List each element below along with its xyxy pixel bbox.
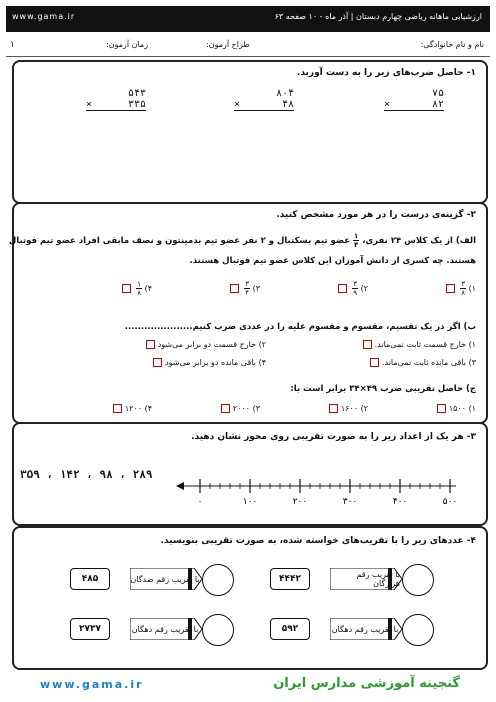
q1-p3-line [86,110,146,111]
exam-title: ارزشیابی ماهانه ریاضی چهارم دبستان | آذر ماه - ۱۰ صفحه ۶۳ [274,12,482,21]
tick-label: ۴۰۰ [392,497,408,507]
q1-p1-top: ۷۵ [431,88,444,99]
tick-label: ۲۰۰ [292,497,308,507]
q1-p2-top: ۸۰۴ [275,88,294,99]
answer-circle[interactable] [402,614,434,646]
student-name-label: نام و نام خانوادگی: [420,40,484,49]
checkbox[interactable] [370,358,379,367]
page-number: ۱ [10,40,15,50]
question-1-box [12,60,488,204]
exam-header [6,34,490,57]
q1-problem-1 [384,88,444,111]
footer-logo [40,676,460,696]
checkbox[interactable] [230,284,239,293]
q4-item-3-arrow: با تقریب رقم دهگان [330,618,400,640]
question-4-box [12,526,488,670]
q4-item-1-value: ۴۴۴۲ [270,568,310,590]
site-url: www.gama.ir [12,12,76,21]
q2-a-fraction: $\frac{۱}{۴}$ [354,232,359,249]
checkbox[interactable] [221,404,230,413]
question-3-box [12,422,488,526]
q1-problem-2 [234,88,294,111]
footer-url: www.gama.ir [40,678,144,691]
q1-p2-line [234,110,294,111]
q2-c-option-3[interactable]: ۳) ۲۰۰۰ [218,404,260,413]
top-banner [6,6,490,32]
q2-c-option-4[interactable]: ۴) ۱۲۰۰ [110,404,152,413]
q2-a-option-4[interactable]: ۴) $\frac{۱}{۸}$ [119,280,152,297]
number-line [174,464,474,510]
q2-a-text-1a: الف) از یک کلاس ۲۴ نفری، [362,236,476,246]
checkbox[interactable] [363,340,372,349]
footer-brand: گنجینه آموزشی مدارس ایران [273,676,460,691]
major-ticks [198,479,458,507]
checkbox[interactable] [113,404,122,413]
q4-item-2-value: ۴۸۵ [70,568,110,590]
q2-a-option-1[interactable]: ۱) $\frac{۳}{۸}$ [443,280,476,297]
tick-label: ۵۰۰ [442,497,458,507]
q2-c-text: ج) حاصل تقریبی ضرب ۴۹×۳۴ برابر است با: [290,384,476,394]
q1-p3-op: × [86,99,93,110]
checkbox[interactable] [146,340,155,349]
q4-item-4-arrow: با تقریب رقم دهگان [130,618,200,640]
checkbox[interactable] [153,358,162,367]
checkbox[interactable] [446,284,455,293]
q2-c-option-1[interactable]: ۱) ۱۵۰۰ [434,404,476,413]
q1-p1-op: × [384,99,391,110]
q2-b-option-3[interactable]: ۳) باقی مانده ثابت نمی‌ماند. [367,358,476,367]
q1-p1-bottom: ۸۲ [431,99,444,110]
q2-b-option-1[interactable]: ۱) خارج قسمت ثابت نمی‌ماند. [360,340,476,349]
q3-numbers: ۲۸۹ ، ۹۸ ، ۱۴۲ ، ۳۵۹ [20,468,153,481]
answer-circle[interactable] [202,614,234,646]
q2-b-text: ب) اگر در یک تقسیم، مقسوم و مقسوم علیه را در عددی ضرب کنیم..................... [124,322,476,332]
q2-title: ۲- گزینه‌ی درست را در هر مورد مشخص کنید. [276,210,476,220]
q4-title: ۴- عددهای زیر را با تقریب‌های خواسته شده، به صورت تقریبی بنویسید. [160,536,476,546]
q1-title: ۱- حاصل ضرب‌های زیر را به دست آورید. [296,68,476,78]
q1-p2-op: × [234,99,241,110]
q4-item-2-arrow: با تقریب رقم صدگان [130,568,200,590]
q2-a-text-2: هستند. چه کسری از دانش آموزان این کلاس عضو تیم فوتبال هستند. [189,256,476,266]
answer-circle[interactable] [202,564,234,596]
checkbox[interactable] [122,284,131,293]
answer-circle[interactable] [402,564,434,596]
q1-p2-bottom: ۴۸ [281,99,294,110]
q2-a-option-3[interactable]: ۳) $\frac{۳}{۴}$ [227,280,260,297]
checkbox[interactable] [338,284,347,293]
q2-c-option-2[interactable]: ۲) ۱۶۰۰ [326,404,368,413]
q2-a-option-2[interactable]: ۲) $\frac{۳}{۹}$ [335,280,368,297]
q1-problem-3 [86,88,146,111]
tick-label: ۱۰۰ [242,497,258,507]
q1-p3-bottom: ۳۳۵ [127,99,146,110]
tick-label: ۳۰۰ [342,497,358,507]
q1-p1-line [384,110,444,111]
checkbox[interactable] [329,404,338,413]
q2-a-text-1b: عضو تیم بسکتبال و ۲ نفر عضو تیم بدمینتون و نصف مابقی افراد عضو تیم فوتبال [8,236,351,246]
q3-title: ۳- هر یک از اعداد زیر را به صورت تقریبی روی محور نشان دهید. [191,432,476,442]
checkbox[interactable] [437,404,446,413]
q2-b-option-2[interactable]: ۲) خارج قسمت دو برابر می‌شود [143,340,266,349]
tick-label: ۰ [197,497,203,507]
q1-p3-top: ۵۴۳ [127,88,146,99]
time-label: زمان آزمون: [106,40,149,49]
q4-item-1-arrow: با تقریب رقم هزارگان [330,568,400,590]
designer-label: طراح آزمون: [206,40,250,49]
question-2-box [8,202,488,424]
q2-a-question-line1 [8,232,476,249]
q4-item-4-value: ۲۷۳۷ [70,618,110,640]
q4-item-3-value: ۵۹۲ [270,618,310,640]
q2-b-option-4[interactable]: ۴) باقی مانده دو برابر می‌شود [150,358,266,367]
